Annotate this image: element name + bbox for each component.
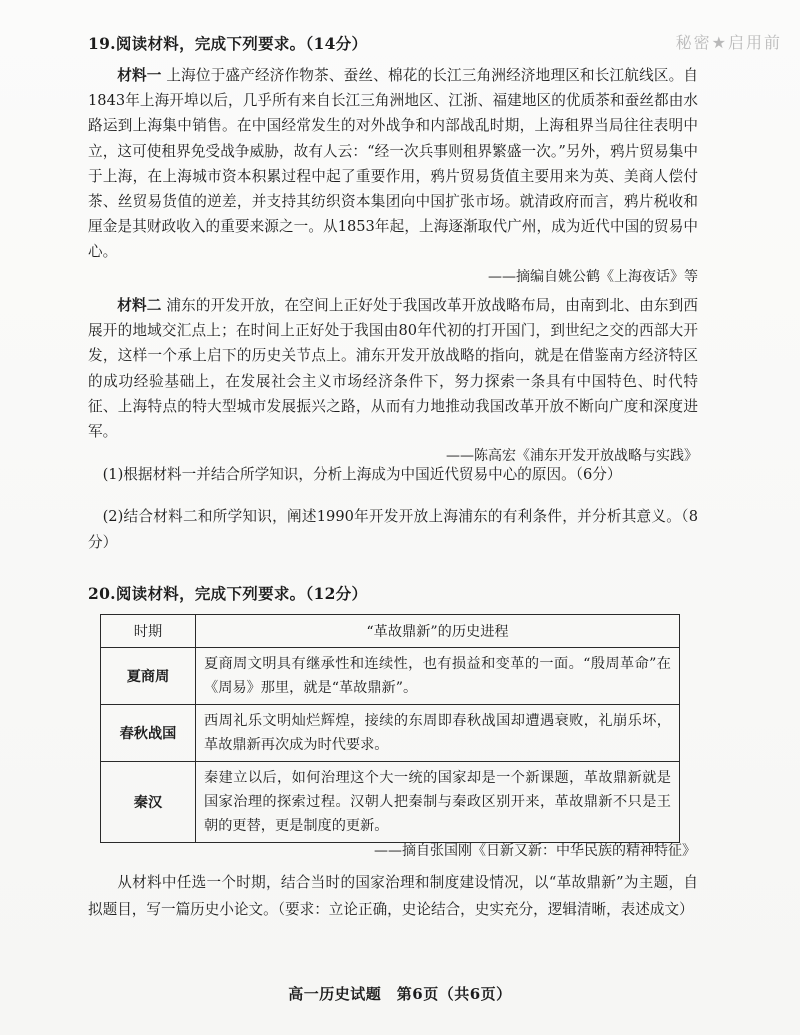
material-1-source: ——摘编自姚公鹤《上海夜话》等	[488, 268, 698, 285]
table-source: ——摘自张国刚《日新又新：中华民族的精神特征》	[374, 843, 696, 859]
material-1	[88, 63, 698, 290]
table-header-row	[101, 615, 680, 648]
table-cell-content: 秦建立以后，如何治理这个大一统的国家却是一个新课题，革故鼎新就是国家治理的探索过程。汉朝人把秦制与秦政区别开来，革故鼎新不只是王朝的更替，更是制度的更新。	[196, 762, 680, 843]
table-row	[101, 705, 680, 762]
material-2-text: 浦东的开发开放，在空间上正好处于我国改革开放战略布局，由南到北、由东到西展开的地域交汇点上；在时间上正好处于我国由80年代初的打开国门，到世纪之交的西部大开发，这样一个承上启下的历史关节点上。浦东开发开放战略的指向，就是在借鉴南方经济特区的成功经验基础上，在发展社会主义市场经济条件下，努力探索一条具有中国特色、时代特征、上海特点的特大型城市发展振兴之路，从而有力地推动我国改革开放不断向广度和深度进军。	[88, 297, 698, 441]
table-cell-content: 西周礼乐文明灿烂辉煌，接续的东周即春秋战国却遭遇衰败，礼崩乐坏，革故鼎新再次成为时代要求。	[196, 705, 680, 762]
material-1-text: 上海位于盛产经济作物茶、蚕丝、棉花的长江三角洲经济地理区和长江航线区。自1843年上海开埠以后，几乎所有来自长江三角洲地区、江浙、福建地区的优质茶和蚕丝都由水路运到上海集中销售。在中国经常发生的对外战争和内部战乱时期，上海租界当局往往表明中立，这可使租界免受战争威胁，故有人云：“经一次兵事则租界繁盛一次。”另外，鸦片贸易集中于上海，在上海城市资本积累过程中起了重要作用，鸦片贸易货值主要用来为英、美商人偿付茶、丝贸易货值的逆差，并支持其纺织资本集团向中国扩张市场。就清政府而言，鸦片税收和厘金是其财政收入的重要来源之一。从1853年起，上海逐渐取代广州，成为近代中国的贸易中心。	[88, 67, 698, 261]
table-header-period: 时期	[101, 615, 196, 648]
material-2	[88, 293, 698, 469]
table-cell-period: 夏商周	[101, 648, 196, 705]
table-cell-period: 春秋战国	[101, 705, 196, 762]
material-2-source: ——陈高宏《浦东开发开放战略与实践》	[446, 448, 698, 465]
table-row	[101, 648, 680, 705]
table-header-process: “革故鼎新”的历史进程	[196, 615, 680, 648]
question-19-sub-2: (2)结合材料二和所学知识，阐述1990年开发开放上海浦东的有利条件，并分析其意义。（8分）	[88, 508, 698, 551]
question-19-sub-1: (1)根据材料一并结合所学知识，分析上海成为中国近代贸易中心的原因。（6分）	[102, 466, 622, 483]
material-2-label: 材料二	[117, 297, 162, 314]
page-footer: 高一历史试题 第6页（共6页）	[288, 985, 512, 1003]
history-table	[100, 614, 680, 843]
table-row	[101, 762, 680, 843]
question-19-title: 19.阅读材料，完成下列要求。（14分）	[88, 34, 368, 53]
table-cell-period: 秦汉	[101, 762, 196, 843]
table-cell-content: 夏商周文明具有继承性和连续性，也有损益和变革的一面。“殷周革命”在《周易》那里，就是“革故鼎新”。	[196, 648, 680, 705]
question-20-task: 从材料中任选一个时期，结合当时的国家治理和制度建设情况，以“革故鼎新”为主题，自拟题目，写一篇历史小论文。（要求：立论正确，史论结合，史实充分，逻辑清晰，表述成文）	[88, 874, 698, 918]
material-1-label: 材料一	[117, 67, 162, 84]
question-20-title: 20.阅读材料，完成下列要求。（12分）	[88, 584, 368, 603]
confidential-stamp: 秘密★启用前	[675, 33, 782, 52]
